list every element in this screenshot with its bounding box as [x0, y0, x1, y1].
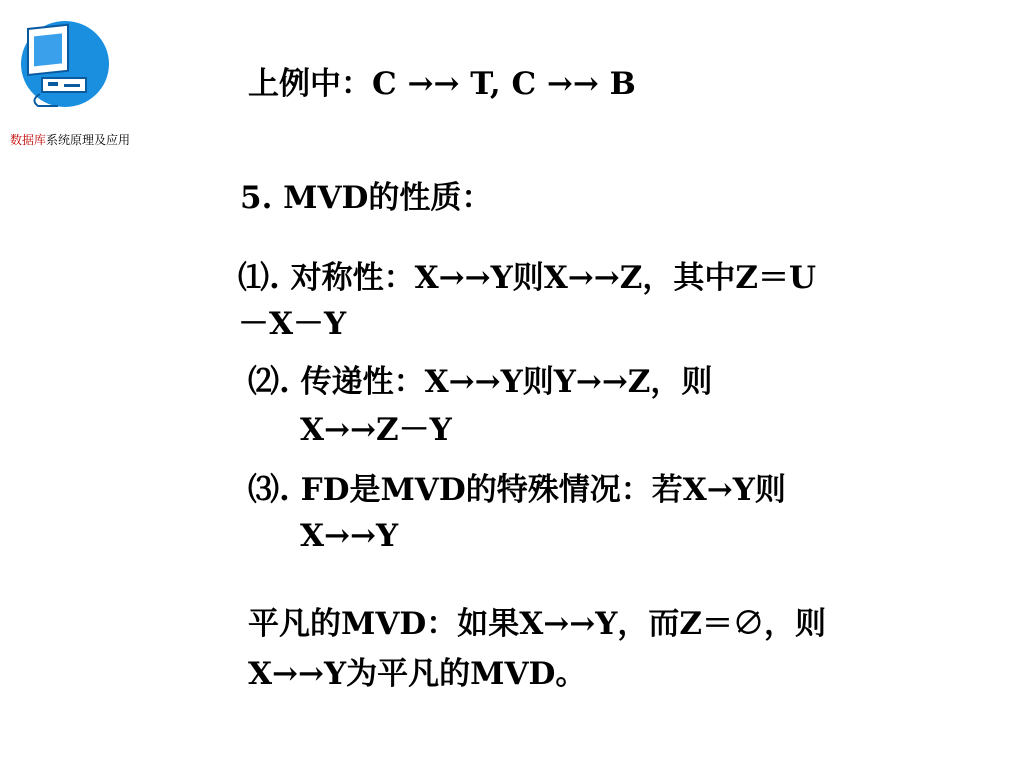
course-brand-label — [10, 132, 130, 148]
example-line: 上例中：C →→ T, C →→ B — [248, 66, 636, 102]
property-1-line-2: －X－Y — [238, 306, 347, 342]
section-heading: 5. MVD的性质： — [240, 180, 493, 216]
property-3-line-2: X→→Y — [300, 518, 399, 554]
property-1-line-1: ⑴. 对称性：X→→Y则X→→Z，其中Z＝U — [238, 260, 817, 296]
property-2-line-1: ⑵. 传递性：X→→Y则Y→→Z，则 — [248, 364, 713, 400]
trivial-mvd-line-1: 平凡的MVD：如果X→→Y，而Z＝∅，则 — [248, 606, 827, 642]
property-2-line-2: X→→Z－Y — [300, 412, 452, 448]
trivial-mvd-line-2: X→→Y为平凡的MVD。 — [248, 656, 587, 692]
computer-icon — [18, 20, 110, 110]
property-3-line-1: ⑶. FD是MVD的特殊情况：若X→Y则 — [248, 472, 786, 508]
brand-text: 系统原理及应用 — [46, 133, 131, 147]
brand-accent-text: 数据库 — [10, 133, 47, 147]
